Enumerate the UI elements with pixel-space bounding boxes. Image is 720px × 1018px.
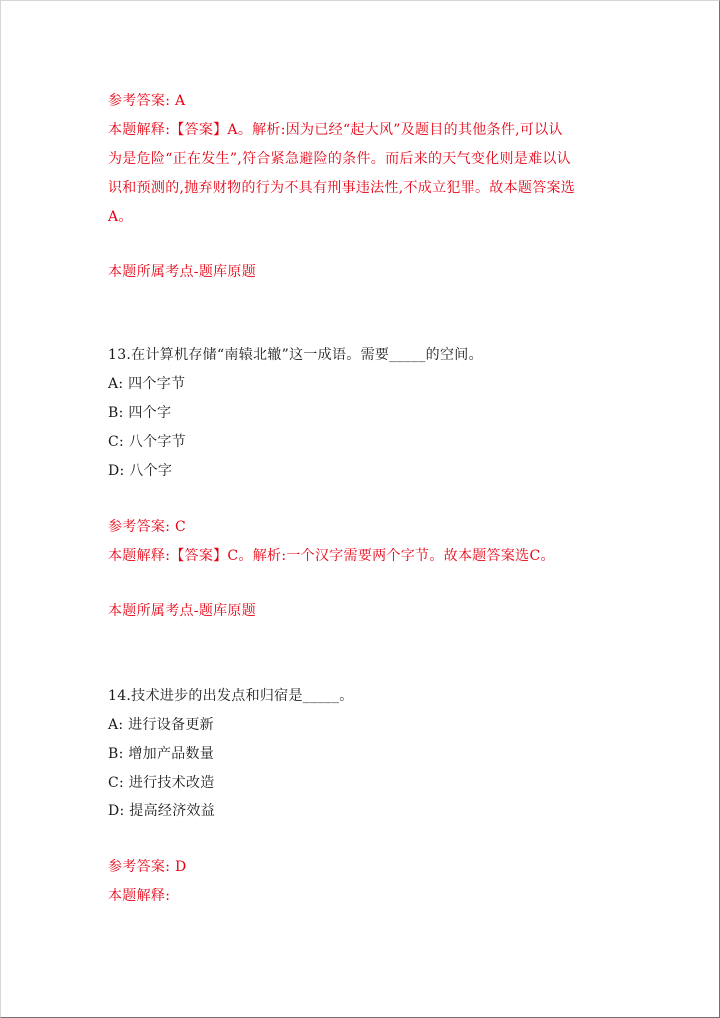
q12-answer: 参考答案: A [108, 93, 186, 109]
q12-explanation-line-3: 识和预测的,抛弃财物的行为不具有刑事违法性,不成立犯罪。故本题答案选 [108, 180, 576, 196]
q14-option-d: D: 提高经济效益 [108, 803, 216, 819]
q13-answer: 参考答案: C [108, 519, 186, 535]
q13-question: 13.在计算机存储“南辕北辙”这一成语。需要_____的空间。 [108, 347, 483, 363]
q14-option-b: B: 增加产品数量 [108, 746, 215, 762]
q14-question: 14.技术进步的出发点和归宿是_____。 [108, 688, 354, 704]
q13-option-b: B: 四个字 [108, 405, 172, 421]
q13-explanation: 本题解释:【答案】C。解析:一个汉字需要两个字节。故本题答案选C。 [108, 548, 555, 564]
q13-source: 本题所属考点-题库原题 [108, 603, 257, 619]
q12-source: 本题所属考点-题库原题 [108, 264, 257, 280]
q13-option-d: D: 八个字 [108, 463, 173, 479]
q12-explanation-line-4: A。 [108, 209, 133, 225]
q12-explanation-line-2: 为是危险“正在发生”,符合紧急避险的条件。而后来的天气变化则是难以认 [108, 151, 571, 167]
q14-option-a: A: 进行设备更新 [108, 717, 214, 733]
q14-explanation: 本题解释: [108, 888, 171, 904]
q14-option-c: C: 进行技术改造 [108, 775, 215, 791]
q13-option-a: A: 四个字节 [108, 376, 186, 392]
q14-answer: 参考答案: D [108, 859, 187, 875]
q12-explanation-line-1: 本题解释:【答案】A。解析:因为已经“起大风”及题目的其他条件,可以认 [108, 122, 563, 138]
q13-option-c: C: 八个字节 [108, 434, 186, 450]
